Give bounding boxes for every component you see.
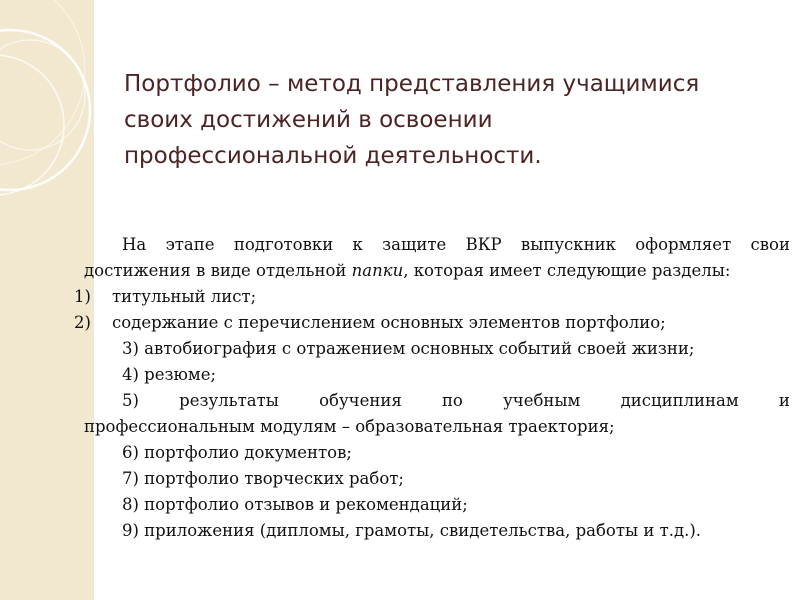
word: к xyxy=(352,235,363,254)
intro-italic-word: папки xyxy=(351,261,404,280)
intro-text: , которая имеет следующие разделы: xyxy=(403,261,731,280)
word: свои xyxy=(750,235,790,254)
word: обучения xyxy=(319,391,402,410)
word: 5) xyxy=(122,391,139,410)
word: защите xyxy=(382,235,447,254)
word: На xyxy=(122,235,147,254)
word: выпускник xyxy=(520,235,616,254)
list-item-3: 3) автобиография с отражением основных событий своей жизни; xyxy=(122,339,695,358)
item-number: 2) xyxy=(74,313,91,332)
list-item-5 xyxy=(84,388,790,414)
word: дисциплинам xyxy=(620,391,739,410)
list-item-7: 7) портфолио творческих работ; xyxy=(122,469,404,488)
word: подготовки xyxy=(233,235,334,254)
title-line-2: своих достижений в освоении xyxy=(124,107,493,133)
numbered-item-2 xyxy=(74,310,790,336)
slide-title xyxy=(124,66,784,174)
intro-text: достижения в виде отдельной xyxy=(84,261,352,280)
list-item-4: 4) резюме; xyxy=(122,365,217,384)
item-text: содержание с перечислением основных элементов портфолио; xyxy=(112,313,666,332)
word: учебным xyxy=(503,391,581,410)
word: и xyxy=(778,391,790,410)
list-item-6: 6) портфолио документов; xyxy=(122,443,352,462)
word: по xyxy=(441,391,463,410)
intro-line-1 xyxy=(84,232,790,258)
item-text: титульный лист; xyxy=(112,287,257,306)
item-number: 1) xyxy=(74,287,91,306)
word: результаты xyxy=(179,391,279,410)
title-line-3: профессиональной деятельности. xyxy=(124,143,542,169)
list-item-9: 9) приложения (дипломы, грамоты, свидетельства, работы и т.д.). xyxy=(122,521,702,540)
word: ВКР xyxy=(465,235,502,254)
list-item-5-continued: профессиональным модулям – образовательная траектория; xyxy=(84,417,615,436)
numbered-item-1 xyxy=(74,284,790,310)
word: оформляет xyxy=(635,235,732,254)
slide-body xyxy=(74,232,790,544)
list-item-8: 8) портфолио отзывов и рекомендаций; xyxy=(122,495,468,514)
title-line-1: Портфолио – метод представления учащимися xyxy=(124,71,700,97)
intro-line-2 xyxy=(84,258,790,284)
word: этапе xyxy=(165,235,215,254)
